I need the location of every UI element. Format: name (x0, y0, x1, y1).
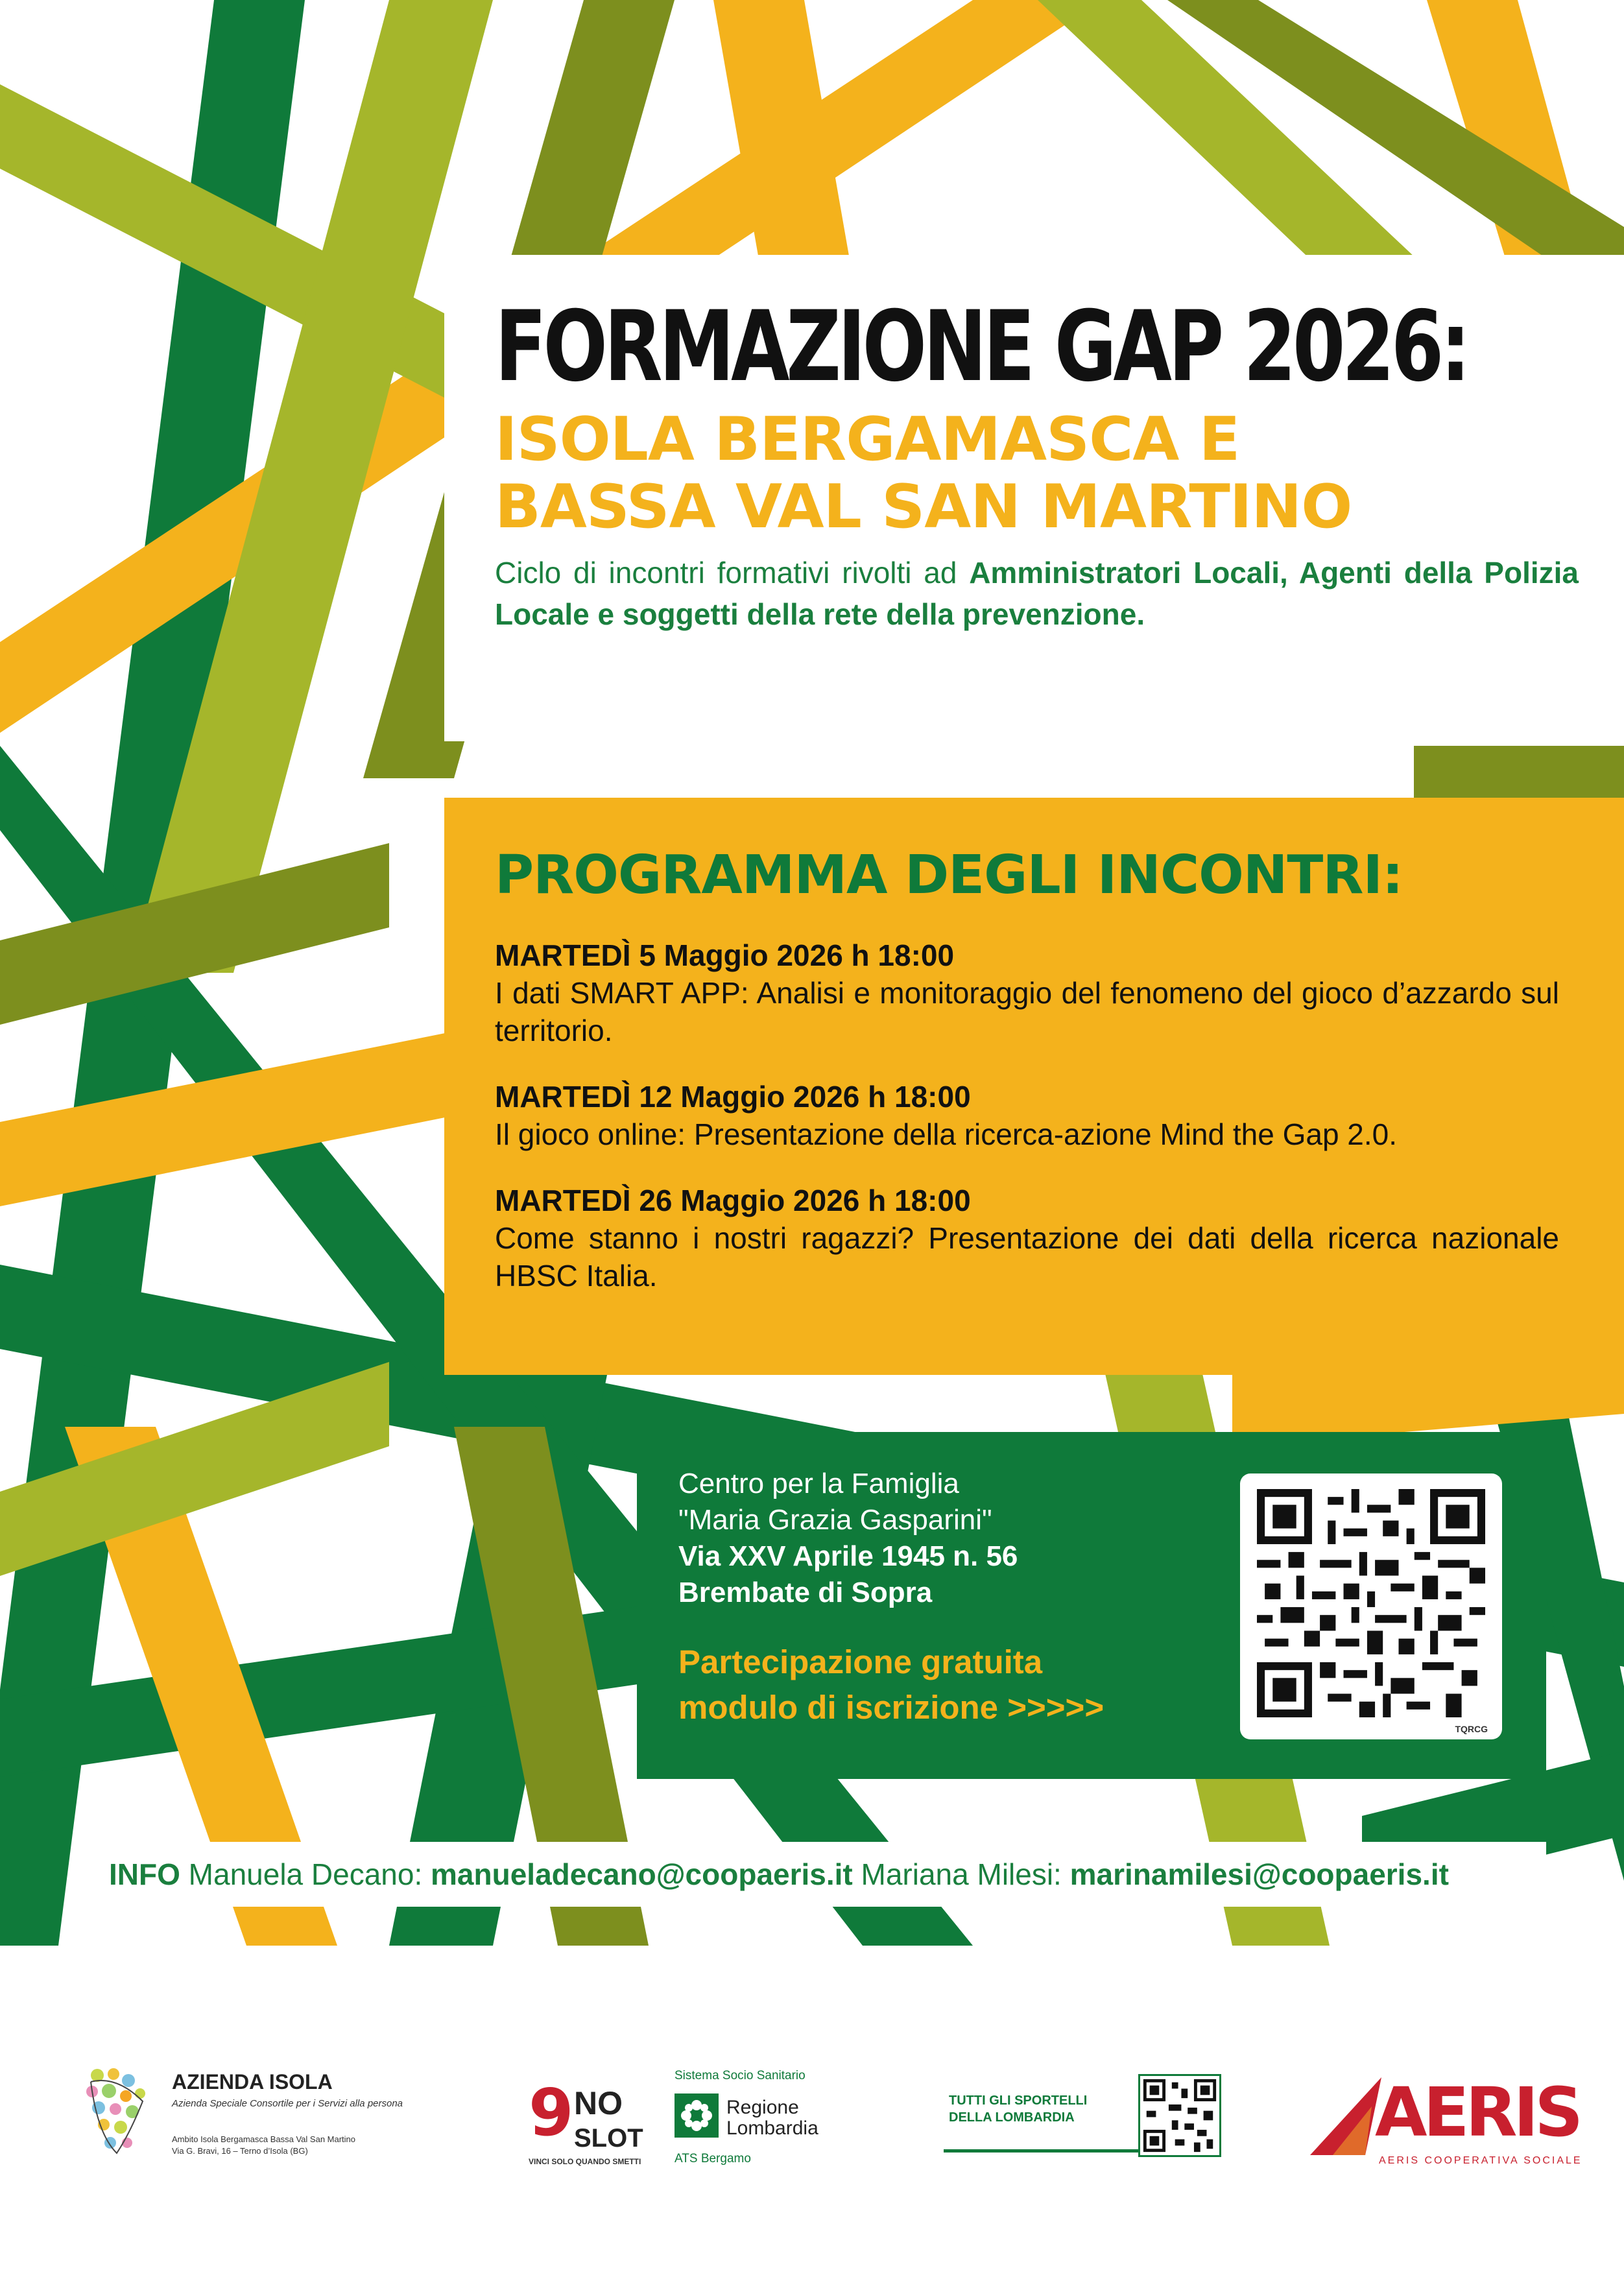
intro-bold: Amministratori Locali, Agenti della Polizia Locale e soggetti della rete della prevenzione. (495, 556, 1579, 631)
intro-text (495, 552, 1579, 635)
event-item (495, 936, 1559, 1049)
sportelli-logo (944, 2074, 1223, 2158)
qr-brand-label: TQRCG (1455, 1724, 1488, 1734)
event-date: MARTEDÌ 5 Maggio 2026 h 18:00 (495, 938, 955, 972)
event-date: MARTEDÌ 12 Maggio 2026 h 18:00 (495, 1080, 971, 1114)
sportelli-text (949, 2092, 1087, 2126)
azienda-ambito-text: Ambito Isola Bergamasca Bassa Val San Martino (172, 2134, 356, 2144)
info-label: INFO (109, 1857, 180, 1891)
regione-name (726, 2097, 818, 2139)
info-bar (78, 1842, 1546, 1907)
contact-name-1: Manuela Decano: (188, 1857, 423, 1891)
programme-heading: PROGRAMMA DEGLI INCONTRI: (495, 844, 1403, 906)
azienda-address: Via G. Bravi, 16 – Terno d’Isola (BG) (172, 2146, 308, 2156)
aeris-name: AERIS (1375, 2073, 1580, 2152)
azienda-subtitle: Azienda Speciale Consortile per i Servizi alla persona (172, 2098, 403, 2109)
azienda-name: AZIENDA ISOLA (172, 2070, 333, 2093)
subtitle-line-1: ISOLA BERGAMASCA E (495, 404, 1240, 474)
contact-email-1[interactable]: manueladecano@coopaeris.it (431, 1857, 853, 1891)
regione-lombardia-logo (675, 2069, 843, 2173)
regione-name-line-1: Regione (726, 2097, 799, 2118)
azienda-ambito (172, 2134, 355, 2157)
aeris-subtitle: AERIS COOPERATIVA SOCIALE (1379, 2155, 1582, 2166)
lombardia-rose-icon (675, 2093, 719, 2138)
info-text (109, 1842, 1546, 1907)
qr-card[interactable] (1240, 1473, 1502, 1739)
registration-line-2: modulo di iscrizione >>>>> (678, 1689, 1105, 1726)
sportelli-line-1: TUTTI GLI SPORTELLI (949, 2093, 1088, 2108)
sportelli-qr[interactable] (1138, 2074, 1221, 2157)
registration-line-1: Partecipazione gratuita (678, 1643, 1043, 1680)
title-box (444, 255, 1624, 741)
aeris-logo (1304, 2068, 1582, 2178)
venue-box (637, 1432, 1546, 1779)
noslot-logo (529, 2075, 658, 2173)
event-item (495, 1078, 1559, 1153)
qr-code-icon (1140, 2076, 1219, 2155)
intro-plain: Ciclo di incontri formativi rivolti ad (495, 556, 970, 590)
qr-code-icon (1257, 1489, 1485, 1717)
venue-name: Centro per la Famiglia (678, 1468, 959, 1499)
regione-name-line-2: Lombardia (726, 2117, 818, 2139)
noslot-no: NO (574, 2085, 623, 2121)
sportelli-line-2: DELLA LOMBARDIA (949, 2110, 1075, 2125)
divider-line (944, 2149, 1138, 2153)
event-description: Il gioco online: Presentazione della ricerca-azione Mind the Gap 2.0. (495, 1117, 1398, 1151)
programme-box (444, 798, 1624, 1375)
contact-email-2[interactable]: marinamilesi@coopaeris.it (1069, 1857, 1449, 1891)
map-icon (78, 2062, 162, 2160)
contact-name-2: Mariana Milesi: (861, 1857, 1062, 1891)
venue-address: Via XXV Aprile 1945 n. 56 (678, 1540, 1018, 1572)
azienda-isola-logo (78, 2062, 441, 2179)
noslot-icon (529, 2075, 658, 2156)
subtitle-line-2: BASSA VAL SAN MARTINO (495, 471, 1352, 542)
venue-dedication: "Maria Grazia Gasparini" (678, 1504, 992, 1536)
event-item (495, 1182, 1559, 1294)
noslot-tagline: VINCI SOLO QUANDO SMETTI (529, 2157, 641, 2166)
registration-link[interactable] (678, 1640, 1104, 1730)
event-date: MARTEDÌ 26 Maggio 2026 h 18:00 (495, 1184, 971, 1217)
svg-text:9: 9 (529, 2075, 574, 2151)
event-description: I dati SMART APP: Analisi e monitoraggio del fenomeno del gioco d’azzardo sul territorio. (495, 976, 1559, 1047)
noslot-slot: SLOT (574, 2124, 643, 2153)
venue-city: Brembate di Sopra (678, 1577, 933, 1608)
ats-label: ATS Bergamo (675, 2152, 751, 2165)
page-title: FORMAZIONE GAP 2026: (495, 291, 1468, 403)
regione-system-label: Sistema Socio Sanitario (675, 2069, 806, 2082)
event-description: Come stanno i nostri ragazzi? Presentazione dei dati della ricerca nazionale HBSC Italia. (495, 1221, 1559, 1293)
